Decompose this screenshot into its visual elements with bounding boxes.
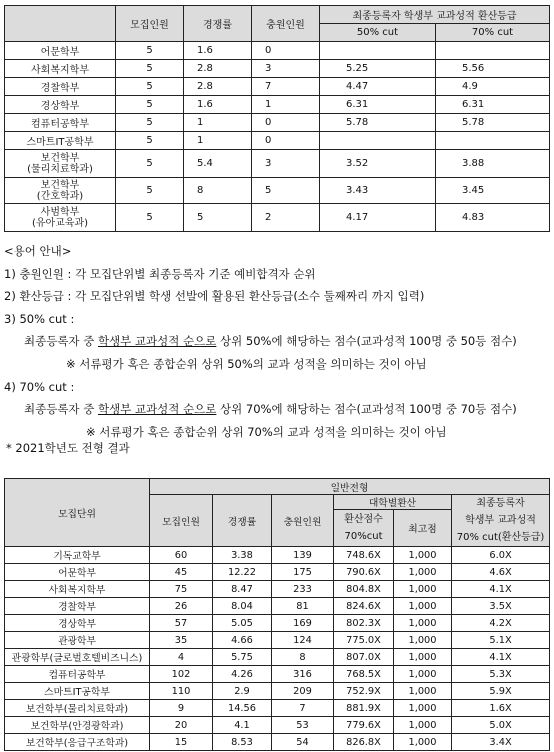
competition-cell: 1: [184, 114, 252, 132]
unit-name: 경상학부: [5, 96, 116, 114]
table-row: [5, 547, 550, 564]
cut50-cell: 5.78: [320, 114, 436, 132]
unit-name: 관광학부: [5, 632, 150, 649]
header-score-line2: 70%cut: [344, 531, 383, 542]
cut50-cell: 3.52: [320, 150, 436, 178]
header-recruit: 모집인원: [150, 495, 213, 547]
cut70-cell: 4.9: [436, 78, 550, 96]
recruit-cell: 110: [150, 683, 213, 700]
filled-cell: 175: [272, 564, 334, 581]
final-cell: 1.6X: [452, 700, 550, 717]
competition-cell: 2.8: [184, 60, 252, 78]
cut70-cell: 3.88: [436, 150, 550, 178]
table-row: [5, 564, 550, 581]
cut50-cell: [320, 42, 436, 60]
final-cell: 4.1X: [452, 581, 550, 598]
cut50-cell: 6.31: [320, 96, 436, 114]
cut70-cell: 3.45: [436, 178, 550, 204]
score-cell: 752.9X: [334, 683, 394, 700]
unit-name: 스마트IT공학부: [5, 132, 116, 150]
competition-cell: 8.53: [213, 734, 272, 751]
competition-cell: 5.05: [213, 615, 272, 632]
competition-cell: 5.75: [213, 649, 272, 666]
cut50-cell: 3.43: [320, 178, 436, 204]
competition-cell: 8.04: [213, 598, 272, 615]
competition-cell: 1: [184, 132, 252, 150]
max-cell: 1,000: [394, 649, 452, 666]
recruit-cell: 5: [116, 42, 184, 60]
table-row: [5, 632, 550, 649]
note-3-underlined: 학생부 교과성적 순으로: [97, 334, 217, 349]
note-4-post: 상위 70%에 해당하는 점수(교과성적 100명 중 70등 점수): [216, 402, 517, 417]
filled-cell: 139: [272, 547, 334, 564]
max-cell: 1,000: [394, 547, 452, 564]
cut70-cell: [436, 132, 550, 150]
recruit-cell: 60: [150, 547, 213, 564]
unit-name: 사회복지학부: [5, 60, 116, 78]
unit-name: 관광학부(글로벌호텔비즈니스): [5, 649, 150, 666]
unit-name: 보건학부(물리치료학과): [5, 700, 150, 717]
unit-name: [5, 178, 116, 204]
note-4-underlined: 학생부 교과성적 순으로: [97, 402, 217, 417]
table-row: [5, 666, 550, 683]
competition-cell: 4.66: [213, 632, 272, 649]
filled-cell: 0: [252, 42, 320, 60]
unit-name: 경상학부: [5, 615, 150, 632]
filled-cell: 316: [272, 666, 334, 683]
recruit-cell: 9: [150, 700, 213, 717]
unit-name-line2: (물리치료학과): [27, 163, 93, 175]
competition-cell: 1.6: [184, 42, 252, 60]
filled-cell: 53: [272, 717, 334, 734]
unit-name: [5, 204, 116, 232]
unit-name: 보건학부(안경광학과): [5, 717, 150, 734]
table-row: [5, 60, 550, 78]
note-1: 1) 충원인원 : 각 모집단위별 최종등록자 기준 예비합격자 순위: [4, 266, 316, 281]
final-cell: 5.3X: [452, 666, 550, 683]
score-cell: 748.6X: [334, 547, 394, 564]
final-cell: 5.1X: [452, 632, 550, 649]
max-cell: 1,000: [394, 598, 452, 615]
cut50-cell: [320, 132, 436, 150]
header-general: 일반전형: [150, 479, 550, 495]
table-row: [5, 178, 550, 204]
terms-guide: [4, 240, 552, 443]
unit-name: 어문학부: [5, 564, 150, 581]
unit-name: 경찰학부: [5, 78, 116, 96]
header-grade-group: 최종등록자 학생부 교과성적 환산등급: [320, 6, 550, 24]
competition-cell: 12.22: [213, 564, 272, 581]
cut70-cell: 5.56: [436, 60, 550, 78]
note-4-caution: ※ 서류평가 혹은 종합순위 상위 70%의 교과 성적을 의미하는 것이 아님: [86, 424, 447, 439]
score-cell: 881.9X: [334, 700, 394, 717]
filled-cell: 3: [252, 60, 320, 78]
table-row: [5, 717, 550, 734]
unit-name: 경찰학부: [5, 598, 150, 615]
note-3-caution: ※ 서류평가 혹은 종합순위 상위 50%의 교과 성적을 의미하는 것이 아님: [66, 356, 427, 371]
table-row: [5, 683, 550, 700]
filled-cell: 169: [272, 615, 334, 632]
header-unit: 모집단위: [5, 479, 150, 547]
note-3-post: 상위 50%에 해당하는 점수(교과성적 100명 중 50등 점수): [216, 334, 517, 349]
header-cut70: 70% cut: [436, 24, 550, 42]
admission-table-2021: [4, 478, 550, 751]
recruit-cell: 5: [116, 150, 184, 178]
unit-name: 기독교학부: [5, 547, 150, 564]
final-cell: 5.9X: [452, 683, 550, 700]
final-cell: 4.2X: [452, 615, 550, 632]
table-row: [5, 42, 550, 60]
score-cell: 826.8X: [334, 734, 394, 751]
competition-cell: 2.9: [213, 683, 272, 700]
cut70-cell: [436, 42, 550, 60]
table-row: [5, 132, 550, 150]
note-4-detail: [4, 398, 552, 421]
max-cell: 1,000: [394, 717, 452, 734]
score-cell: 779.6X: [334, 717, 394, 734]
recruit-cell: 5: [116, 78, 184, 96]
table-row: [5, 96, 550, 114]
table-row: [5, 204, 550, 232]
max-cell: 1,000: [394, 632, 452, 649]
filled-cell: 209: [272, 683, 334, 700]
table-row: [5, 150, 550, 178]
recruit-cell: 5: [116, 204, 184, 232]
header-final-line2: 학생부 교과성적: [465, 515, 536, 526]
table2-body: [5, 547, 550, 751]
filled-cell: 54: [272, 734, 334, 751]
unit-name-line2: (간호학과): [36, 190, 84, 202]
note-3-pre: 최종등록자 중: [24, 334, 98, 349]
max-cell: 1,000: [394, 581, 452, 598]
final-cell: 6.0X: [452, 547, 550, 564]
filled-cell: 7: [272, 700, 334, 717]
max-cell: 1,000: [394, 734, 452, 751]
cut70-cell: 5.78: [436, 114, 550, 132]
table-row: [5, 598, 550, 615]
competition-cell: 8.47: [213, 581, 272, 598]
score-cell: 790.6X: [334, 564, 394, 581]
table-row: [5, 700, 550, 717]
recruit-cell: 5: [116, 178, 184, 204]
recruit-cell: 5: [116, 114, 184, 132]
max-cell: 1,000: [394, 615, 452, 632]
note-3-detail: [4, 330, 552, 353]
table1-body: [5, 42, 550, 232]
filled-cell: 7: [252, 78, 320, 96]
filled-cell: 3: [252, 150, 320, 178]
max-cell: 1,000: [394, 666, 452, 683]
cut50-cell: 5.25: [320, 60, 436, 78]
cut50-cell: 4.17: [320, 204, 436, 232]
score-cell: 775.0X: [334, 632, 394, 649]
header-final-line3: 70% cut(환산등급): [456, 532, 545, 543]
header-final-line1: 최종등록자: [476, 498, 525, 509]
filled-cell: 0: [252, 132, 320, 150]
filled-cell: 233: [272, 581, 334, 598]
recruit-cell: 57: [150, 615, 213, 632]
header-conversion: 대학별환산: [334, 495, 452, 510]
table-row: [5, 78, 550, 96]
note-4: 4) 70% cut :: [4, 379, 75, 394]
filled-cell: 8: [272, 649, 334, 666]
final-cell: 5.0X: [452, 717, 550, 734]
unit-name-line1: 보건학부: [40, 179, 80, 191]
recruit-cell: 26: [150, 598, 213, 615]
table-row: [5, 581, 550, 598]
recruit-cell: 5: [116, 60, 184, 78]
unit-name: 스마트IT공학부: [5, 683, 150, 700]
recruit-cell: 5: [116, 96, 184, 114]
competition-cell: 4.26: [213, 666, 272, 683]
competition-cell: 14.56: [213, 700, 272, 717]
header-score-line1: 환산점수: [344, 514, 383, 525]
competition-cell: 4.1: [213, 717, 272, 734]
header-max: 최고점: [394, 510, 452, 547]
filled-cell: 5: [252, 178, 320, 204]
recruit-cell: 4: [150, 649, 213, 666]
final-cell: 4.1X: [452, 649, 550, 666]
competition-cell: 3.38: [213, 547, 272, 564]
note-3: 3) 50% cut :: [4, 311, 75, 326]
max-cell: 1,000: [394, 683, 452, 700]
max-cell: 1,000: [394, 700, 452, 717]
year-heading: * 2021학년도 전형 결과: [6, 441, 130, 455]
table-row: [5, 649, 550, 666]
competition-cell: 1.6: [184, 96, 252, 114]
header-filled: 충원인원: [272, 495, 334, 547]
final-cell: 3.4X: [452, 734, 550, 751]
score-cell: 804.8X: [334, 581, 394, 598]
recruit-cell: 75: [150, 581, 213, 598]
recruit-cell: 5: [116, 132, 184, 150]
unit-name: [5, 150, 116, 178]
header-filled: 충원인원: [252, 6, 320, 42]
score-cell: 768.5X: [334, 666, 394, 683]
recruit-cell: 20: [150, 717, 213, 734]
header-blank: [5, 6, 116, 42]
unit-name: 어문학부: [5, 42, 116, 60]
score-cell: 807.0X: [334, 649, 394, 666]
score-cell: 802.3X: [334, 615, 394, 632]
note-4-pre: 최종등록자 중: [24, 402, 98, 417]
recruit-cell: 15: [150, 734, 213, 751]
table-row: [5, 114, 550, 132]
terms-heading: <용어 안내>: [4, 244, 72, 258]
table-row: [5, 615, 550, 632]
unit-name: 보건학부(응급구조학과): [5, 734, 150, 751]
header-final: [452, 495, 550, 547]
filled-cell: 124: [272, 632, 334, 649]
unit-name: 컴퓨터공학부: [5, 114, 116, 132]
competition-cell: 8: [184, 178, 252, 204]
unit-name: 컴퓨터공학부: [5, 666, 150, 683]
max-cell: 1,000: [394, 564, 452, 581]
cut70-cell: 4.83: [436, 204, 550, 232]
filled-cell: 2: [252, 204, 320, 232]
header-competition: 경쟁률: [213, 495, 272, 547]
unit-name: 사회복지학부: [5, 581, 150, 598]
unit-name-line2: (유아교육과): [31, 217, 89, 229]
final-cell: 4.6X: [452, 564, 550, 581]
score-cell: 824.6X: [334, 598, 394, 615]
header-score: [334, 510, 394, 547]
competition-cell: 5: [184, 204, 252, 232]
recruit-cell: 45: [150, 564, 213, 581]
unit-name-line1: 사범학부: [40, 206, 80, 218]
recruit-cell: 102: [150, 666, 213, 683]
header-recruit: 모집인원: [116, 6, 184, 42]
final-cell: 3.5X: [452, 598, 550, 615]
filled-cell: 0: [252, 114, 320, 132]
cut70-cell: 6.31: [436, 96, 550, 114]
header-cut50: 50% cut: [320, 24, 436, 42]
competition-cell: 5.4: [184, 150, 252, 178]
filled-cell: 1: [252, 96, 320, 114]
competition-cell: 2.8: [184, 78, 252, 96]
admission-table-1: [4, 5, 550, 232]
cut50-cell: 4.47: [320, 78, 436, 96]
note-2: 2) 환산등급 : 각 모집단위별 학생 선발에 활용된 환산등급(소수 둘째짜리 까지 입력): [4, 289, 425, 304]
filled-cell: 81: [272, 598, 334, 615]
header-competition: 경쟁률: [184, 6, 252, 42]
recruit-cell: 35: [150, 632, 213, 649]
table-row: [5, 734, 550, 751]
unit-name-line1: 보건학부: [40, 152, 80, 164]
